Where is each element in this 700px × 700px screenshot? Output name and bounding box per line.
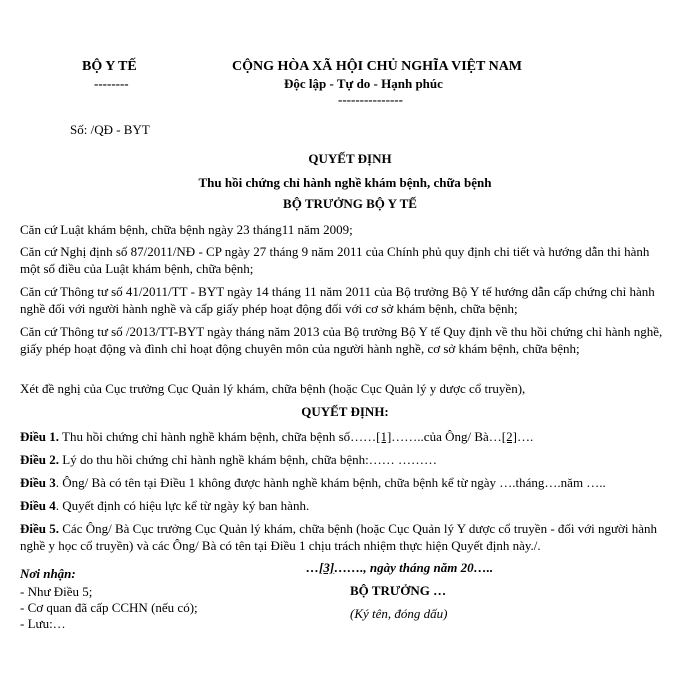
- ministry-underline: --------: [94, 76, 129, 91]
- article-label: Điều 2.: [20, 452, 59, 467]
- date-text: ……., ngày tháng năm 20…..: [334, 560, 494, 575]
- country-name: CỘNG HÒA XÃ HỘI CHỦ NGHĨA VIỆT NAM: [232, 59, 523, 74]
- article-1: [20, 428, 665, 445]
- motto-underline: ---------------: [338, 92, 403, 107]
- legal-basis: Căn cứ Luật khám bệnh, chữa bệnh ngày 23 tháng11 năm 2009;: [20, 222, 353, 237]
- signer-title: BỘ TRƯỞNG …: [350, 583, 447, 598]
- article-text: Lý do thu hồi chứng chỉ hành nghề khám bệnh, chữa bệnh:…… ………: [59, 452, 438, 467]
- article-label: Điều 5.: [20, 521, 59, 536]
- recipient-item: - Lưu:…: [20, 616, 66, 631]
- article-3: [20, 474, 665, 491]
- document-number: Số: /QĐ - BYT: [70, 122, 150, 137]
- legal-basis: Căn cứ Thông tư số 41/2011/TT - BYT ngày 14 tháng 11 năm 2011 của Bộ trưởng Bộ Y tế hướng dẫn cấp chứng chỉ hành nghề đối với người hành nghề và cấp giấy phép hoạt động đối với cơ sở khám bệnh, chữa bệnh;: [20, 284, 655, 316]
- article-5: [20, 520, 665, 554]
- footnote-ref-3[interactable]: [3]: [319, 560, 335, 575]
- article-label: Điều 1.: [20, 429, 59, 444]
- decision-heading: QUYẾT ĐỊNH:: [301, 404, 389, 419]
- recipient-item: - Như Điều 5;: [20, 584, 93, 599]
- article-text: Thu hồi chứng chỉ hành nghề khám bệnh, chữa bệnh số……: [59, 429, 377, 444]
- article-text: ……..của Ông/ Bà…: [391, 429, 502, 444]
- place-prefix: …: [306, 560, 319, 575]
- footnote-ref-1[interactable]: [1]: [376, 429, 392, 444]
- article-label: Điều 4: [20, 498, 56, 513]
- article-label: Điều 3: [20, 475, 56, 490]
- recipient-item: - Cơ quan đã cấp CCHN (nếu có);: [20, 600, 198, 615]
- article-text: ….: [516, 429, 534, 444]
- ministry-name: BỘ Y TẾ: [82, 59, 137, 74]
- footnote-ref-2[interactable]: [2]: [501, 429, 517, 444]
- legal-basis: Căn cứ Nghị định số 87/2011/NĐ - CP ngày 27 tháng 9 năm 2011 của Chính phủ quy định chi tiết và hướng dẫn thi hành một số điều của Luật khám bệnh, chữa bệnh;: [20, 244, 650, 276]
- proposal-clause: Xét đề nghị của Cục trưởng Cục Quản lý khám, chữa bệnh (hoặc Cục Quản lý y dược cổ truyền),: [20, 381, 526, 396]
- legal-basis: Căn cứ Thông tư số /2013/TT-BYT ngày tháng năm 2013 của Bộ trưởng Bộ Y tế Quy định về thu hồi chứng chỉ hành nghề, giấy phép hoạt động và đình chỉ hoạt động chuyên môn của người hành nghề, cơ sở khám bệnh, chữa bệnh;: [20, 324, 663, 356]
- recipients-title: Nơi nhận:: [20, 566, 76, 581]
- article-text: . Quyết định có hiệu lực kể từ ngày ký ban hành.: [55, 498, 310, 513]
- place-date: [306, 560, 493, 576]
- article-4: [20, 497, 665, 514]
- document-subject: Thu hồi chứng chỉ hành nghề khám bệnh, chữa bệnh: [198, 175, 492, 190]
- article-text: . Ông/ Bà có tên tại Điều 1 không được hành nghề khám bệnh, chữa bệnh kể từ ngày ….tháng….năm …..: [55, 475, 606, 490]
- article-text: Các Ông/ Bà Cục trưởng Cục Quản lý khám, chữa bệnh (hoặc Cục Quản lý Y dược cổ truyền - đối với người hành nghề y học cổ truyền) và các Ông/ Bà có tên tại Điều 1 chịu trách nhiệm thực hiện Quyết định này./.: [20, 521, 658, 553]
- signature-note: (Ký tên, đóng dấu): [350, 606, 448, 621]
- document-type: QUYẾT ĐỊNH: [308, 151, 392, 166]
- article-2: [20, 451, 665, 468]
- motto: Độc lập - Tự do - Hạnh phúc: [284, 76, 443, 91]
- issuing-authority: BỘ TRƯỞNG BỘ Y TẾ: [283, 196, 417, 211]
